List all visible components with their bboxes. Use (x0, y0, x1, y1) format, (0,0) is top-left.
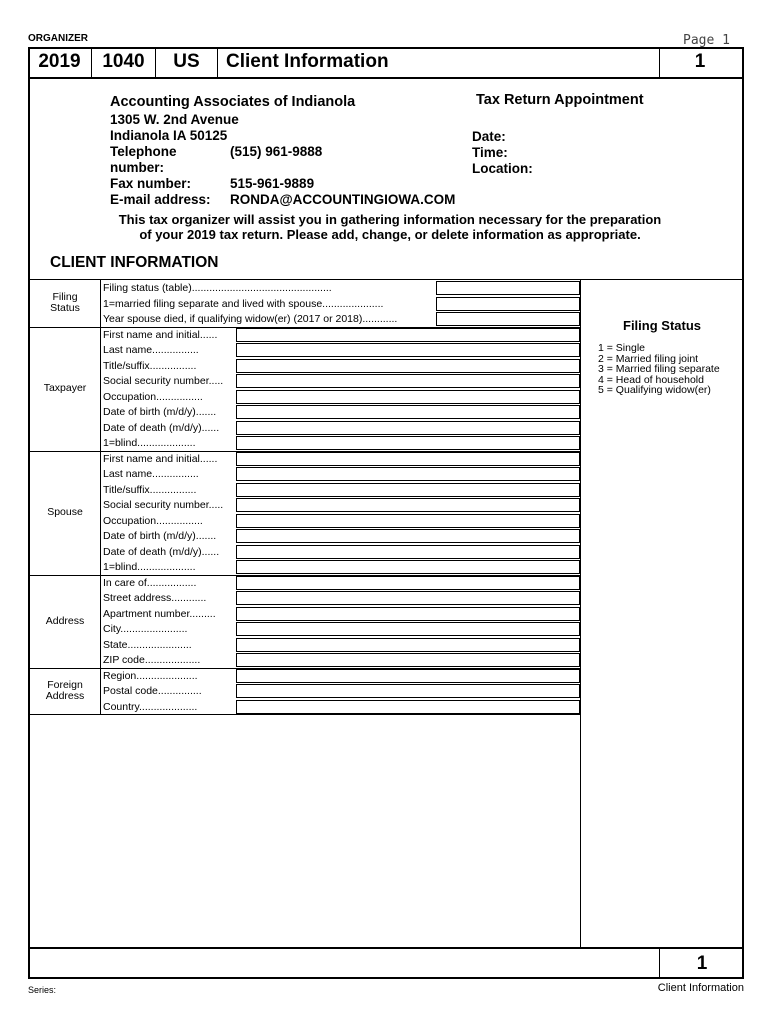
taxpayer-row-label: Last name................ (103, 344, 199, 356)
legend-item: 3 = Married filing separate (598, 363, 720, 375)
appointment-time: Time: (472, 145, 508, 160)
taxpayer-input-box[interactable] (236, 405, 580, 419)
group-label-filing: Filing Status (50, 291, 80, 315)
address-input-box[interactable] (236, 638, 580, 652)
filing-input-box[interactable] (436, 297, 580, 311)
group-separator (30, 714, 580, 715)
group-label-address: Address (45, 614, 85, 627)
address-input-box[interactable] (236, 591, 580, 605)
intro-text (60, 212, 720, 242)
address-row-label: In care of................. (103, 576, 197, 589)
series-label: Series: (28, 985, 57, 995)
taxpayer-input-box[interactable] (236, 390, 580, 404)
foreign-input-box[interactable] (236, 684, 580, 698)
firm-info (110, 94, 455, 208)
taxpayer-row-label: First name and initial...... (103, 328, 218, 341)
appointment-title: Tax Return Appointment (476, 92, 644, 108)
filing-input-box[interactable] (436, 312, 580, 326)
spouse-input-box[interactable] (236, 498, 580, 512)
taxpayer-input-box[interactable] (236, 421, 580, 435)
filing-row-label: 1=married filing separate and lived with spouse..................... (103, 297, 384, 310)
email-value: RONDA@ACCOUNTINGIOWA.COM (230, 192, 456, 207)
appointment-fields (472, 129, 533, 177)
form-number: 1040 (92, 47, 156, 77)
address-row-label: State...................... (103, 638, 192, 651)
spouse-row-label: Social security number..... (103, 499, 224, 511)
spouse-row-label: Occupation................ (103, 514, 203, 527)
taxpayer-row-label: Social security number..... (103, 375, 224, 387)
legend-item: 5 = Qualifying widow(er) (598, 384, 711, 396)
intro-line-1: This tax organizer will assist you in gathering information necessary for the preparation (118, 212, 662, 227)
spouse-row-label: 1=blind.................... (103, 561, 196, 573)
address-row-label: ZIP code................... (103, 654, 201, 666)
spouse-row-label: Date of birth (m/d/y)....... (103, 530, 217, 542)
filing-status-legend (598, 343, 720, 396)
fax-label: Fax number: (110, 176, 192, 191)
foreign-row-label: Postal code............... (103, 685, 202, 697)
appointment-date: Date: (472, 129, 506, 144)
section-divider (30, 279, 742, 280)
taxpayer-input-box[interactable] (236, 374, 580, 388)
spouse-row-label: Date of death (m/d/y)...... (103, 545, 220, 558)
spouse-input-box[interactable] (236, 529, 580, 543)
spouse-input-box[interactable] (236, 467, 580, 481)
title-bar (28, 47, 744, 79)
label-column-divider (100, 280, 101, 714)
group-label-taxpayer: Taxpayer (43, 382, 87, 394)
legend-item: 1 = Single (598, 342, 645, 354)
footer-title: Client Information (657, 982, 744, 994)
address-input-box[interactable] (236, 622, 580, 636)
address-input-box[interactable] (236, 653, 580, 667)
legend-item: 2 = Married filing joint (598, 352, 699, 365)
address-row-label: Street address............ (103, 592, 207, 604)
spouse-row-label: Last name................ (103, 468, 199, 480)
page-title: Client Information (218, 47, 660, 77)
foreign-row-label: Region..................... (103, 669, 198, 682)
email-label: E-mail address: (110, 192, 211, 207)
spouse-row-label: Title/suffix................ (103, 483, 197, 496)
right-column-divider (580, 280, 581, 947)
address-row-label: City....................... (103, 623, 188, 635)
taxpayer-row-label: Title/suffix................ (103, 359, 197, 372)
taxpayer-row-label: Date of death (m/d/y)...... (103, 421, 220, 434)
footer-section-number: 1 (659, 949, 744, 979)
phone-label: Telephone number: (110, 144, 177, 175)
filing-status-legend-title: Filing Status (623, 318, 701, 333)
tax-year: 2019 (28, 47, 92, 77)
taxpayer-row-label: Date of birth (m/d/y)....... (103, 406, 217, 418)
taxpayer-row-label: 1=blind.................... (103, 437, 196, 449)
spouse-input-box[interactable] (236, 560, 580, 574)
section-title: CLIENT INFORMATION (50, 254, 219, 271)
spouse-input-box[interactable] (236, 483, 580, 497)
group-label-spouse: Spouse (47, 506, 83, 518)
filing-input-box[interactable] (436, 281, 580, 295)
address-input-box[interactable] (236, 607, 580, 621)
legend-item: 4 = Head of household (598, 373, 704, 386)
foreign-input-box[interactable] (236, 700, 580, 714)
section-number: 1 (694, 51, 706, 72)
taxpayer-input-box[interactable] (236, 328, 580, 342)
taxpayer-row-label: Occupation................ (103, 390, 203, 403)
filing-row-label: Year spouse died, if qualifying widow(er) (2017 or 2018)............ (103, 313, 398, 325)
group-label-foreign: Foreign Address (45, 678, 85, 702)
address-input-box[interactable] (236, 576, 580, 590)
bottom-bar (28, 947, 744, 979)
taxpayer-input-box[interactable] (236, 436, 580, 450)
firm-name: Accounting Associates of Indianola (110, 94, 356, 110)
organizer-label: ORGANIZER (28, 33, 88, 44)
foreign-input-box[interactable] (236, 669, 580, 683)
appointment-location: Location: (472, 161, 533, 176)
spouse-row-label: First name and initial...... (103, 452, 218, 465)
spouse-input-box[interactable] (236, 545, 580, 559)
intro-line-2: of your 2019 tax return. Please add, change, or delete information as appropriate. (139, 227, 641, 242)
page-number: Page 1 (683, 33, 730, 48)
taxpayer-input-box[interactable] (236, 343, 580, 357)
spouse-input-box[interactable] (236, 452, 580, 466)
fax-value: 515-961-9889 (230, 176, 315, 191)
phone-value: (515) 961-9888 (230, 144, 323, 159)
firm-address-2: Indianola IA 50125 (110, 128, 228, 143)
taxpayer-input-box[interactable] (236, 359, 580, 373)
firm-address-1: 1305 W. 2nd Avenue (110, 112, 239, 127)
spouse-input-box[interactable] (236, 514, 580, 528)
filing-row-label: Filing status (table)................................................ (103, 282, 332, 294)
foreign-row-label: Country.................... (103, 700, 198, 713)
address-row-label: Apartment number......... (103, 607, 216, 620)
jurisdiction: US (156, 47, 218, 77)
